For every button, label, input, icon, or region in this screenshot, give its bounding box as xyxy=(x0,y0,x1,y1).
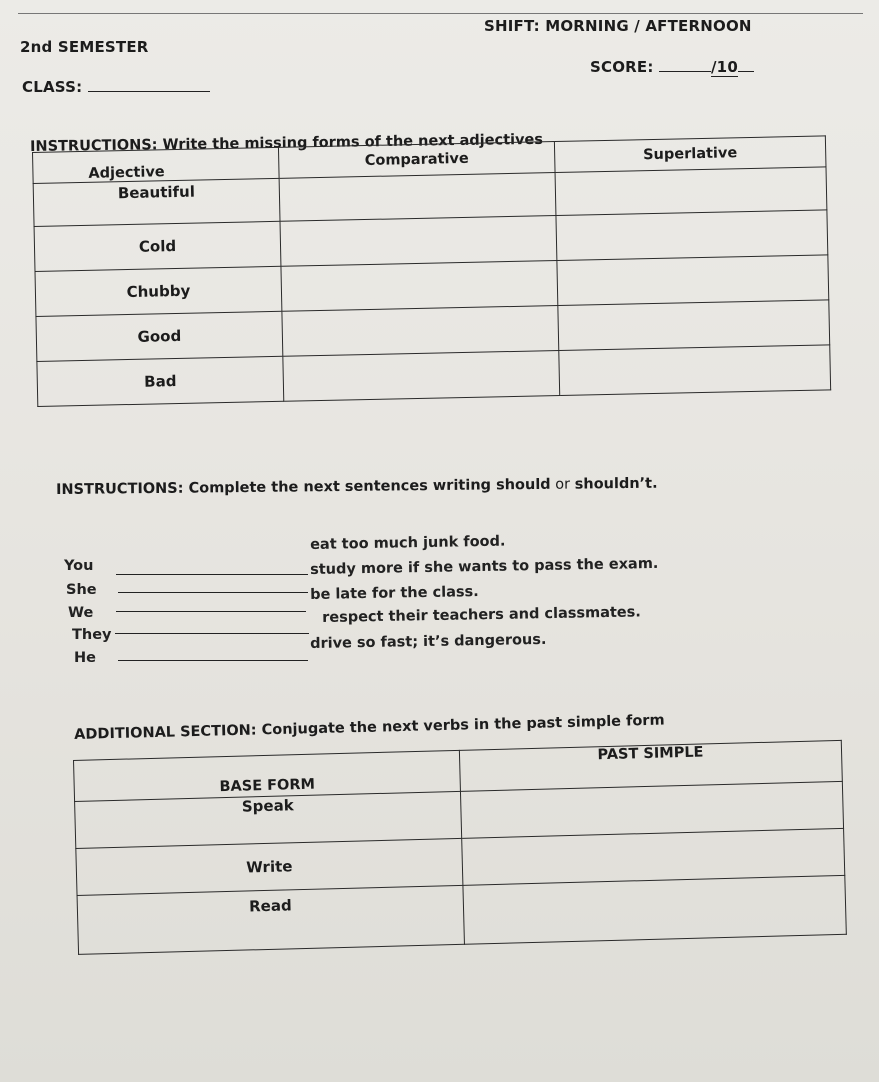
verb-cell: Speak xyxy=(75,791,462,848)
sentence-subject: She xyxy=(66,582,97,598)
header-past-simple: PAST SIMPLE xyxy=(459,740,842,791)
comparative-input[interactable] xyxy=(282,306,559,357)
verbs-table xyxy=(73,740,847,955)
section2-instructions xyxy=(56,476,658,498)
adjective-cell: Chubby xyxy=(35,266,282,316)
sentence-subject: He xyxy=(74,650,96,666)
score-label: SCORE: xyxy=(590,58,654,76)
sentence-rest: drive so fast; it’s dangerous. xyxy=(310,631,547,652)
header-base-form: BASE FORM xyxy=(74,750,461,801)
adjective-cell: Cold xyxy=(34,221,281,271)
sentence-rest: respect their teachers and classmates. xyxy=(322,604,641,626)
adjectives-table xyxy=(32,135,831,407)
superlative-input[interactable] xyxy=(559,345,831,396)
word-or: or xyxy=(550,476,575,493)
section3-instructions: ADDITIONAL SECTION: Conjugate the next verbs in the past simple form xyxy=(74,712,665,743)
superlative-input[interactable] xyxy=(558,300,830,351)
sentence-rest: study more if she wants to pass the exam. xyxy=(310,555,659,578)
class-label: CLASS: xyxy=(22,78,83,96)
top-rule xyxy=(18,13,863,14)
answer-blank[interactable] xyxy=(118,660,308,661)
superlative-input[interactable] xyxy=(555,167,827,216)
sentence-rest: eat too much junk food. xyxy=(310,533,506,553)
word-should: should xyxy=(495,476,551,494)
comparative-input[interactable] xyxy=(279,173,556,222)
instructions-prefix: INSTRUCTIONS: Complete the next sentences writing xyxy=(56,477,497,498)
verb-cell: Write xyxy=(76,838,463,895)
adjective-cell: Bad xyxy=(37,356,284,406)
word-shouldnt: shouldn’t xyxy=(574,475,653,493)
adjective-cell: Good xyxy=(36,311,283,361)
sentence-subject: You xyxy=(64,558,94,574)
sentence-subject: We xyxy=(68,605,94,621)
section1-instructions: INSTRUCTIONS: Write the missing forms of the next adjectives xyxy=(30,131,544,155)
score-tail xyxy=(738,71,754,72)
superlative-input[interactable] xyxy=(557,255,829,306)
header-superlative: Superlative xyxy=(554,136,826,173)
answer-blank[interactable] xyxy=(116,611,306,612)
sentence-subject: They xyxy=(72,627,112,643)
comparative-input[interactable] xyxy=(283,351,560,402)
instructions-period: . xyxy=(651,475,658,492)
comparative-input[interactable] xyxy=(280,216,557,267)
class-field[interactable] xyxy=(22,78,210,96)
answer-blank[interactable] xyxy=(118,592,308,593)
shift-label: SHIFT: MORNING / AFTERNOON xyxy=(484,17,752,35)
sentence-rest: be late for the class. xyxy=(310,584,479,603)
header-adjective: Adjective xyxy=(33,147,280,183)
answer-blank[interactable] xyxy=(116,574,308,575)
adjective-cell: Beautiful xyxy=(33,178,280,226)
header-comparative: Comparative xyxy=(278,142,555,179)
comparative-input[interactable] xyxy=(281,261,558,312)
past-simple-input[interactable] xyxy=(463,875,846,944)
score-blank[interactable] xyxy=(659,71,711,72)
answer-blank[interactable] xyxy=(115,633,309,634)
superlative-input[interactable] xyxy=(556,210,828,261)
verb-cell: Read xyxy=(77,885,464,954)
class-blank[interactable] xyxy=(88,91,210,92)
score-max: /10 xyxy=(711,58,738,76)
score-field[interactable] xyxy=(590,58,754,76)
semester-label: 2nd SEMESTER xyxy=(20,38,149,56)
